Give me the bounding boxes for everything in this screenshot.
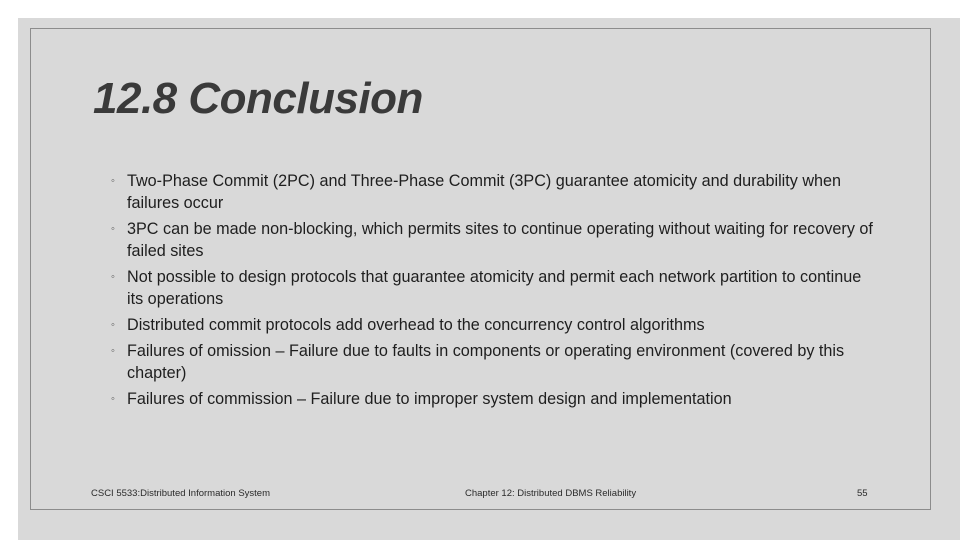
bullet-item — [111, 218, 881, 262]
bullet-text: Two-Phase Commit (2PC) and Three-Phase Commit (3PC) guarantee atomicity and durability when failures occur — [127, 172, 842, 212]
bullet-icon: ◦ — [111, 345, 115, 357]
footer-chapter: Chapter 12: Distributed DBMS Reliability — [465, 488, 637, 499]
bullet-text: Distributed commit protocols add overhead to the concurrency control algorithms — [127, 316, 705, 334]
bullet-icon: ◦ — [111, 271, 115, 283]
bullet-icon: ◦ — [111, 175, 115, 187]
bullet-item — [111, 314, 881, 336]
bullet-icon: ◦ — [111, 319, 115, 331]
bullet-list — [111, 170, 881, 414]
bullet-item — [111, 340, 881, 384]
bullet-text: Failures of omission – Failure due to faults in components or operating environment (covered by this chapter) — [127, 342, 845, 382]
bullet-item — [111, 266, 881, 310]
slide-title: 12.8 Conclusion — [93, 74, 423, 123]
footer-page-number: 55 — [857, 488, 868, 499]
bullet-item — [111, 388, 881, 410]
bullet-text: 3PC can be made non-blocking, which permits sites to continue operating without waiting for recovery of failed sites — [127, 220, 873, 260]
bullet-icon: ◦ — [111, 393, 115, 405]
bullet-item — [111, 170, 881, 214]
bullet-text: Not possible to design protocols that guarantee atomicity and permit each network partition to continue its operations — [127, 268, 862, 308]
footer-course: CSCI 5533:Distributed Information System — [91, 488, 270, 499]
bullet-icon: ◦ — [111, 223, 115, 235]
slide — [18, 18, 960, 540]
bullet-text: Failures of commission – Failure due to improper system design and implementation — [127, 390, 732, 408]
